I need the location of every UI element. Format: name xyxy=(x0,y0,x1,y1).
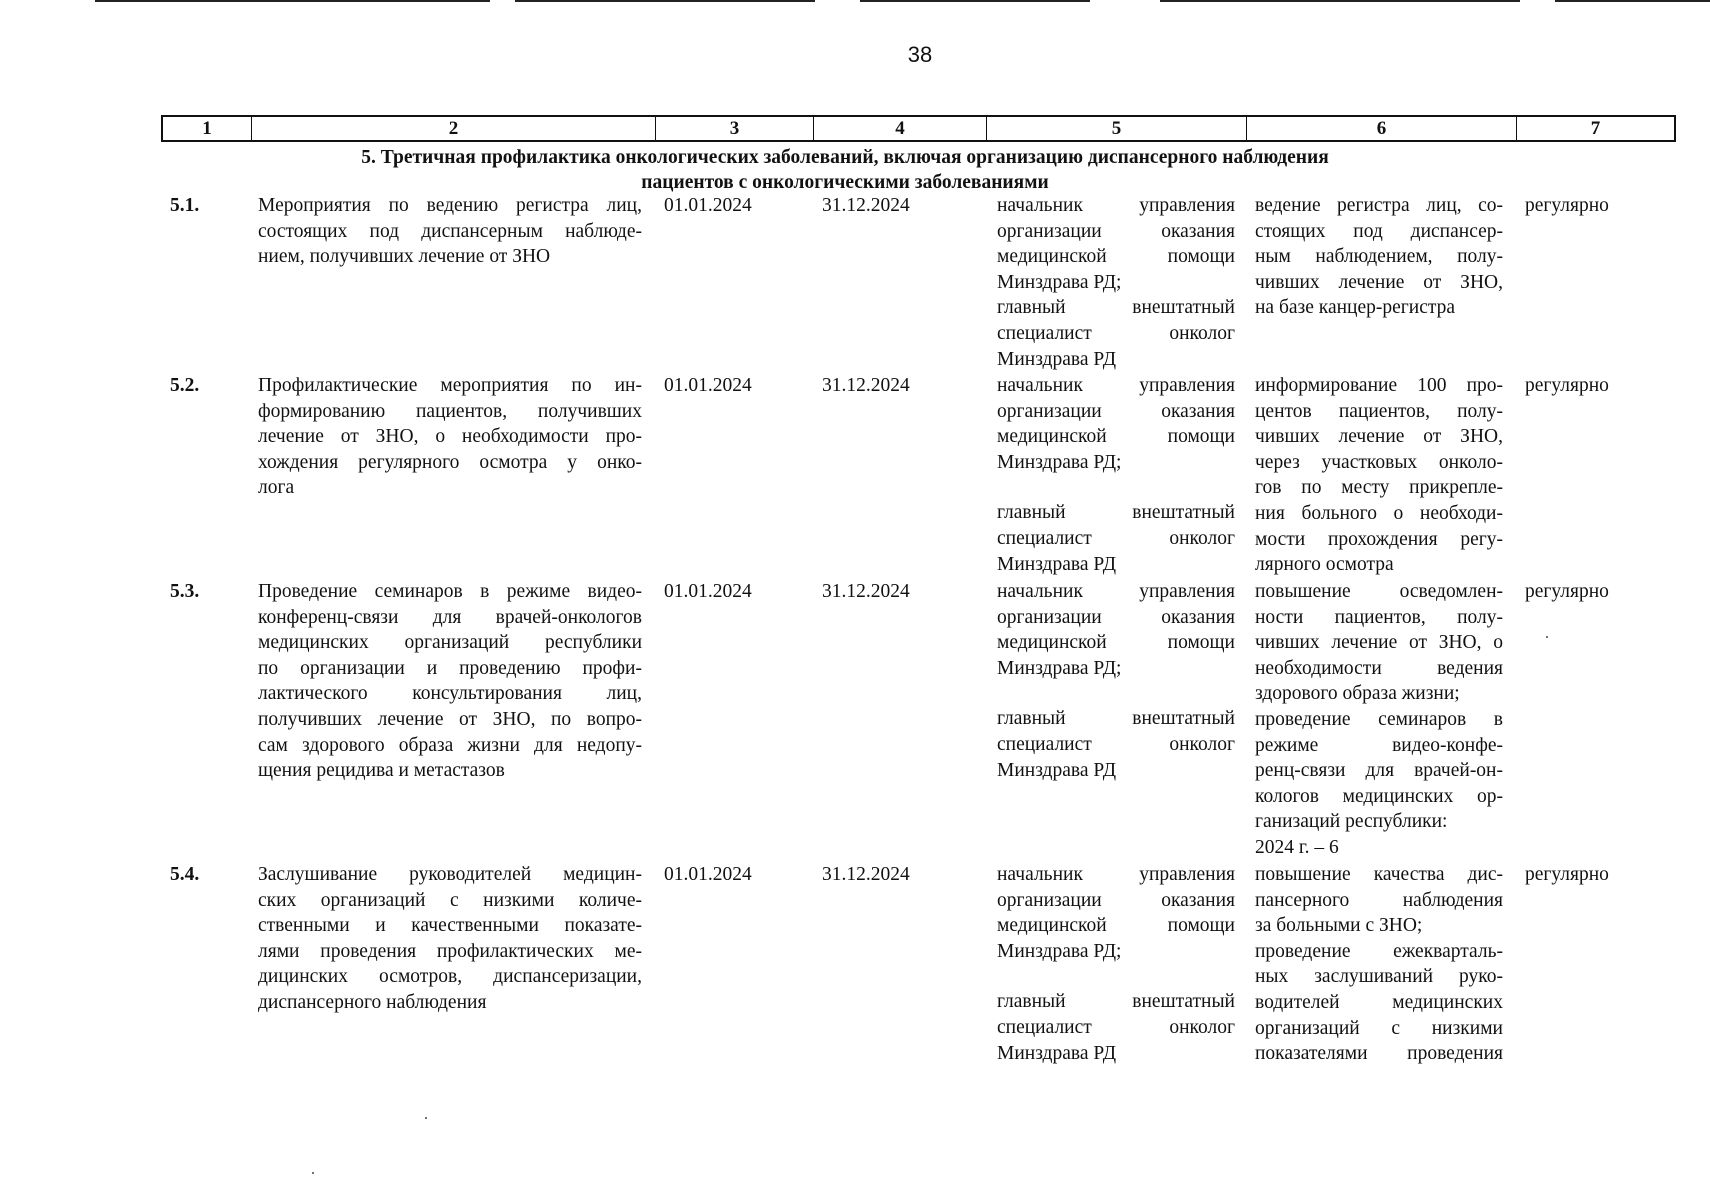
text-line: дицинских осмотров, диспансеризации, xyxy=(258,966,642,988)
text-line: Проведение семинаров в режиме видео- xyxy=(258,581,642,602)
text-line: медицинской помощи xyxy=(997,632,1235,654)
text-line: ренц-связи для врачей-он- xyxy=(1255,760,1503,782)
text-line: ственными и качественными показате- xyxy=(258,915,642,937)
start-date: 01.01.2024 xyxy=(664,581,752,602)
expected-result xyxy=(1255,373,1503,578)
text-line: 2024 г. – 6 xyxy=(1255,836,1339,858)
text-line: центов пациентов, полу- xyxy=(1255,400,1503,422)
text-line: через участковых онколо- xyxy=(1255,451,1503,473)
text-line: главный внештатный xyxy=(997,991,1235,1013)
top-edge-line xyxy=(860,0,1090,2)
periodicity: регулярно xyxy=(1525,375,1609,396)
text-line: необходимости ведения xyxy=(1255,657,1503,679)
start-date: 01.01.2024 xyxy=(664,375,752,396)
text-line: повышение качества дис- xyxy=(1255,864,1503,885)
row-number: 5.3. xyxy=(170,581,200,602)
text-line: повышение осведомлен- xyxy=(1255,581,1503,602)
text-line: ния больного о необходи- xyxy=(1255,502,1503,524)
measure-description xyxy=(258,862,642,1016)
scan-speck xyxy=(1546,636,1548,638)
header-cell-7: 7 xyxy=(1590,118,1601,139)
text-line: Минздрава РД; xyxy=(997,271,1122,293)
measure-description xyxy=(258,579,642,784)
header-cell-3: 3 xyxy=(656,117,814,140)
section-title-line: пациентов с онкологическими заболеваниями xyxy=(641,172,1049,193)
text-line: начальник управления xyxy=(997,375,1235,396)
section-title xyxy=(340,145,1350,195)
text-line: сам здорового образа жизни для недопу- xyxy=(258,734,642,756)
top-edge-line xyxy=(515,0,815,2)
responsible-persons xyxy=(997,579,1235,783)
text-line: на базе канцер-регистра xyxy=(1255,297,1456,319)
header-cell-1: 1 xyxy=(163,117,252,140)
text-line: Минздрава РД xyxy=(997,348,1117,370)
text-line: хождения регулярного осмотра у онко- xyxy=(258,451,642,473)
text-line: организаций с низкими xyxy=(1255,1017,1503,1039)
header-cell-5: 5 xyxy=(987,117,1247,140)
text-line: главный внештатный xyxy=(997,502,1235,524)
text-line: главный внештатный xyxy=(997,297,1235,319)
row-number: 5.4. xyxy=(170,864,200,885)
header-cell-6: 6 xyxy=(1247,117,1517,140)
text-line: Заслушивание руководителей медицин- xyxy=(258,864,642,885)
text-line: показателями проведения xyxy=(1255,1043,1503,1065)
text-line: нием, получивших лечение от ЗНО xyxy=(258,246,551,268)
text-line: диспансерного наблюдения xyxy=(258,991,487,1013)
text-line: чивших лечение от ЗНО, xyxy=(1255,271,1503,293)
text-line: лярного осмотра xyxy=(1255,554,1394,576)
text-line: гов по месту прикрепле- xyxy=(1255,477,1503,499)
expected-result xyxy=(1255,193,1503,321)
text-line: Минздрава РД xyxy=(997,759,1117,781)
responsible-persons xyxy=(997,193,1235,372)
text-line: ганизаций республики: xyxy=(1255,811,1448,833)
text-line: состоящих под диспансерным наблюде- xyxy=(258,220,642,242)
text-line: Минздрава РД xyxy=(997,553,1117,575)
text-line: лога xyxy=(258,477,295,499)
page-number: 38 xyxy=(907,42,933,67)
text-line: организации оказания xyxy=(997,606,1235,628)
text-line: ных заслушиваний руко- xyxy=(1255,966,1503,988)
text-line: чивших лечение от ЗНО, xyxy=(1255,426,1503,448)
text-line: режиме видео-конфе- xyxy=(1255,734,1503,756)
start-date: 01.01.2024 xyxy=(664,195,752,216)
text-line: проведение ежекварталь- xyxy=(1255,940,1503,962)
text-line: специалист онколог xyxy=(997,1016,1235,1038)
text-line: водителей медицинских xyxy=(1255,991,1503,1013)
column-number-header xyxy=(161,115,1676,142)
row-number: 5.1. xyxy=(170,195,200,216)
text-line: Профилактические мероприятия по ин- xyxy=(258,375,642,396)
text-line: организации оказания xyxy=(997,400,1235,422)
text-line: ным наблюдением, полу- xyxy=(1255,246,1503,268)
top-edge-line xyxy=(1160,0,1520,2)
text-line: Минздрава РД; xyxy=(997,940,1122,962)
responsible-persons xyxy=(997,862,1235,1066)
text-line: организации оказания xyxy=(997,889,1235,911)
end-date: 31.12.2024 xyxy=(822,375,910,396)
text-line: ведение регистра лиц, со- xyxy=(1255,195,1503,216)
scan-speck xyxy=(425,1117,427,1119)
text-line: кологов медицинских ор- xyxy=(1255,785,1503,807)
periodicity: регулярно xyxy=(1525,581,1609,602)
text-line: медицинской помощи xyxy=(997,915,1235,937)
start-date: 01.01.2024 xyxy=(664,864,752,885)
text-line: ских организаций с низкими количе- xyxy=(258,889,642,911)
text-line: специалист онколог xyxy=(997,527,1235,549)
text-line: формированию пациентов, получивших xyxy=(258,400,642,422)
text-line: конференц-связи для врачей-онкологов xyxy=(258,606,642,628)
header-cell-4: 4 xyxy=(814,117,987,140)
expected-result xyxy=(1255,862,1503,1067)
top-edge-line xyxy=(1555,0,1710,2)
text-line: Минздрава РД xyxy=(997,1042,1117,1064)
measure-description xyxy=(258,373,642,501)
end-date: 31.12.2024 xyxy=(822,864,910,885)
end-date: 31.12.2024 xyxy=(822,581,910,602)
header-cell-2: 2 xyxy=(252,117,656,140)
text-line: медицинской помощи xyxy=(997,246,1235,268)
expected-result xyxy=(1255,579,1503,861)
text-line: лями проведения профилактических ме- xyxy=(258,940,642,962)
text-line: специалист онколог xyxy=(997,322,1235,344)
text-line: лактического консультирования лиц, xyxy=(258,683,642,705)
text-line: информирование 100 про- xyxy=(1255,375,1503,396)
text-line: чивших лечение от ЗНО, о xyxy=(1255,632,1503,654)
text-line: стоящих под диспансер- xyxy=(1255,220,1503,242)
text-line: ности пациентов, полу- xyxy=(1255,606,1503,628)
section-title-line: 5. Третичная профилактика онкологических заболеваний, включая организацию диспансерного наблюдения xyxy=(361,147,1329,168)
row-number: 5.2. xyxy=(170,375,200,396)
text-line: медицинских организаций республики xyxy=(258,632,642,654)
scan-speck xyxy=(312,1172,314,1174)
text-line: получивших лечение от ЗНО, по вопро- xyxy=(258,708,642,730)
text-line: медицинской помощи xyxy=(997,426,1235,448)
periodicity: регулярно xyxy=(1525,864,1609,885)
text-line: за больными с ЗНО; xyxy=(1255,915,1423,937)
text-line: щения рецидива и метастазов xyxy=(258,760,505,782)
measure-description xyxy=(258,193,642,270)
text-line: начальник управления xyxy=(997,581,1235,602)
text-line: здорового образа жизни; xyxy=(1255,683,1460,705)
text-line: проведение семинаров в xyxy=(1255,708,1503,730)
text-line: пансерного наблюдения xyxy=(1255,889,1503,911)
text-line: Минздрава РД; xyxy=(997,451,1122,473)
responsible-persons xyxy=(997,373,1235,577)
text-line: начальник управления xyxy=(997,864,1235,885)
text-line: организации оказания xyxy=(997,220,1235,242)
end-date: 31.12.2024 xyxy=(822,195,910,216)
text-line: по организации и проведению профи- xyxy=(258,657,642,679)
text-line: Минздрава РД; xyxy=(997,657,1122,679)
text-line: Мероприятия по ведению регистра лиц, xyxy=(258,195,642,216)
periodicity: регулярно xyxy=(1525,195,1609,216)
text-line: лечение от ЗНО, о необходимости про- xyxy=(258,426,642,448)
text-line: главный внештатный xyxy=(997,708,1235,730)
text-line: специалист онколог xyxy=(997,733,1235,755)
top-edge-line xyxy=(95,0,490,2)
text-line: мости прохождения регу- xyxy=(1255,528,1503,550)
text-line: начальник управления xyxy=(997,195,1235,216)
